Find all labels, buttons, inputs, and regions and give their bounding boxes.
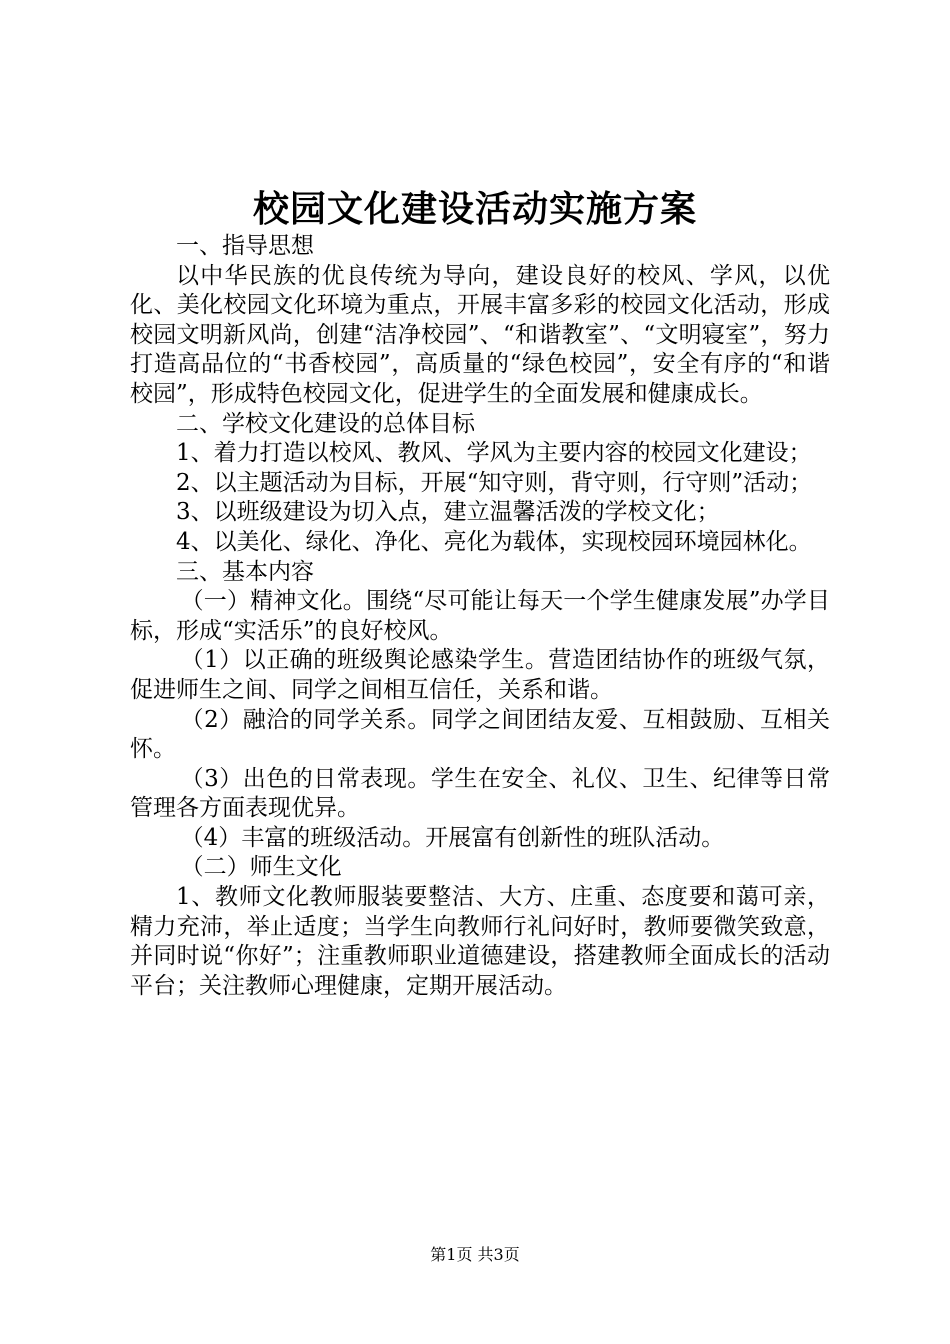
document-body (130, 232, 830, 1001)
goal-item-2: 2、以主题活动为目标，开展“知守则，背守则，行守则”活动； (176, 469, 813, 496)
section-heading-basic-content: 三、基本内容 (176, 558, 314, 585)
goal-item-1: 1、着力打造以校风、教风、学风为主要内容的校园文化建设； (176, 440, 812, 467)
list-item-4: （4）丰富的班级活动。开展富有创新性的班队活动。 (180, 824, 725, 851)
paragraph-teacher-culture: 1、教师文化教师服装要整洁、大方、庄重、态度要和蔼可亲，精力充沛，举止适度；当学生向教师行礼问好时，教师要微笑致意，并同时说“你好”；注重教师职业道德建设，搭建教师全面成长的活动平台；关注教师心理健康，定期开展活动。 (130, 884, 830, 999)
section-heading-overall-goals: 二、学校文化建设的总体目标 (176, 410, 475, 437)
section-heading-guiding-ideology: 一、指导思想 (176, 233, 314, 259)
document-title: 校园文化建设活动实施方案 (252, 188, 697, 230)
goal-item-3: 3、以班级建设为切入点，建立温馨活泼的学校文化； (176, 499, 720, 526)
page-footer: 第1页 共3页 (430, 1245, 520, 1264)
list-item-1: （1）以正确的班级舆论感染学生。营造团结协作的班级气氛，促进师生之间、同学之间相互信任，关系和谐。 (130, 647, 830, 703)
paragraph-guiding-ideology: 以中华民族的优良传统为导向，建设良好的校风、学风，以优化、美化校园文化环境为重点，开展丰富多彩的校园文化活动，形成校园文明新风尚，创建“洁净校园”、“和谐教室”、“文明寝室”，努力打造高品位的“书香校园”，高质量的“绿色校园”，安全有序的“和谐校园”，形成特色校园文化，促进学生的全面发展和健康成长。 (130, 262, 830, 407)
list-item-2: （2）融洽的同学关系。同学之间团结友爱、互相鼓励、互相关怀。 (130, 706, 830, 763)
goal-item-4: 4、以美化、绿化、净化、亮化为载体，实现校园环境园林化。 (176, 528, 812, 555)
paragraph-spiritual-culture: （一）精神文化。围绕“尽可能让每天一个学生健康发展”办学目标，形成“实活乐”的良好校风。 (130, 588, 830, 644)
subsection-heading-teacher-student-culture: （二）师生文化 (180, 854, 342, 881)
list-item-3: （3）出色的日常表现。学生在安全、礼仪、卫生、纪律等日常管理各方面表现优异。 (130, 765, 830, 822)
